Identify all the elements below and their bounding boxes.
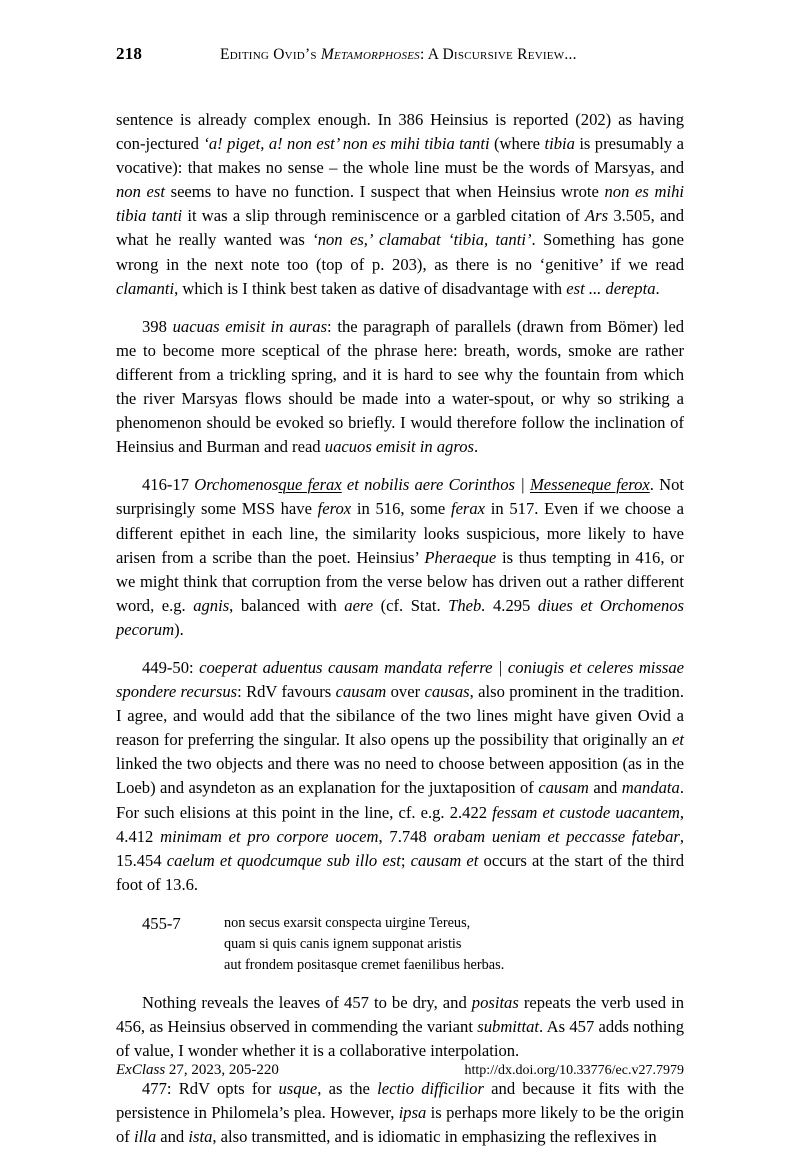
- para-477: 477: RdV opts for usque, as the lectio difficilior and because it fits with the persistence in Philomela’s plea. However, ipsa is perhaps more likely to be the origin of illa and ista, also transmitted, and is idiomatic in emphasizing the reflexives in: [116, 1078, 684, 1146]
- journal-name: ExClass: [116, 1062, 166, 1078]
- verse-line-reference: 455-7: [142, 913, 181, 933]
- running-head-title: [220, 46, 577, 64]
- para-386: sentence is already complex enough. In 386 Heinsius is reported (202) as having con-jectured ‘a! piget, a! non est’ non es mihi tibia tanti (where tibia is presumably a vocative): that makes no sense – the whole line must be the words of Marsyas, and non est seems to have no function. I suspect that when Heinsius wrote non es mihi tibia tanti it was a slip through reminiscence or a garbled citation of Ars 3.505, and what he really wanted was ‘non es,’ clamabat ‘tibia, tanti’. Something has gone wrong in the next note too (top of p. 203), as there is no ‘genitive’ if we read clamanti, which is I think best taken as dative of disadvantage with est ... derepta.: [116, 110, 684, 298]
- journal-issue: 27, 2023, 205-220: [165, 1062, 279, 1078]
- page-footer: [116, 1062, 684, 1079]
- verse-line: non secus exarsit conspecta uirgine Tereus,: [224, 914, 471, 931]
- journal-citation: [116, 1062, 279, 1079]
- verse-line: aut frondem positasque cremet faenilibus herbas.: [224, 957, 505, 974]
- verse-quotation: [116, 913, 684, 977]
- body-text-block: [116, 108, 684, 1163]
- para-449-50: 449-50: coeperat aduentus causam mandata referre | coniugis et celeres missae spondere recursus: RdV favours causam over causas, also prominent in the tradition. I agree, and would add that the sibilance of the two lines might have given Ovid a reason for preferring the singular. It also opens up the possibility that originally an et linked the two objects and there was no need to choose between apposition (as in the Loeb) and asyndeton as an explanation for the juxtaposition of causam and mandata. For such elisions at this point in the line, cf. e.g. 2.422 fessam et custode uacantem, 4.412 minimam et pro corpore uocem, 7.748 orabam ueniam et peccasse fatebar, 15.454 caelum et quodcumque sub illo est; causam et occurs at the start of the third foot of 13.6.: [116, 657, 685, 894]
- doi-link[interactable]: http://dx.doi.org/10.33776/ec.v27.7979: [464, 1063, 684, 1078]
- running-head-title-prefix: Editing Ovid’s: [220, 46, 321, 63]
- paragraphs-before-quote: [116, 108, 684, 897]
- page-number: 218: [116, 44, 143, 63]
- running-head-title-italic: Metamorphoses: [320, 46, 420, 63]
- para-416-17: 416-17 Orchomenosque ferax et nobilis aere Corinthos | Messeneque ferox. Not surprisingly some MSS have ferox in 516, some ferax in 517. Even if we choose a different epithet in each line, the similarity looks suspicious, more likely to have arisen from a scribe than the poet. Heinsius’ Pheraeque is thus tempting in 416, or we might think that corruption from the verse below has driven out a rather different word, e.g. agnis, balanced with aere (cf. Stat. Theb. 4.295 diues et Orchomenos pecorum).: [116, 475, 685, 639]
- verse-line: quam si quis canis ignem supponat aristis: [224, 936, 462, 953]
- para-398: 398 uacuas emisit in auras: the paragraph of parallels (drawn from Bömer) led me to become more sceptical of the phrase here: breath, words, smoke are rather different from a trickling spring, and it is hard to see why the fountain from which the river Marsyas flows should be made into a water-spout, or why so striking a phenomenon should be evoked so briefly. I would therefore follow the inclination of Heinsius and Burman and read uacuos emisit in agros.: [116, 316, 684, 457]
- running-head: [116, 44, 684, 68]
- para-457: Nothing reveals the leaves of 457 to be dry, and positas repeats the verb used in 456, as Heinsius observed in commending the variant submittat. As 457 adds nothing of value, I wonder whether it is a collaborative interpolation.: [116, 992, 684, 1060]
- running-head-title-suffix: : A Discursive Review...: [419, 46, 577, 63]
- verse-lines: [220, 913, 684, 977]
